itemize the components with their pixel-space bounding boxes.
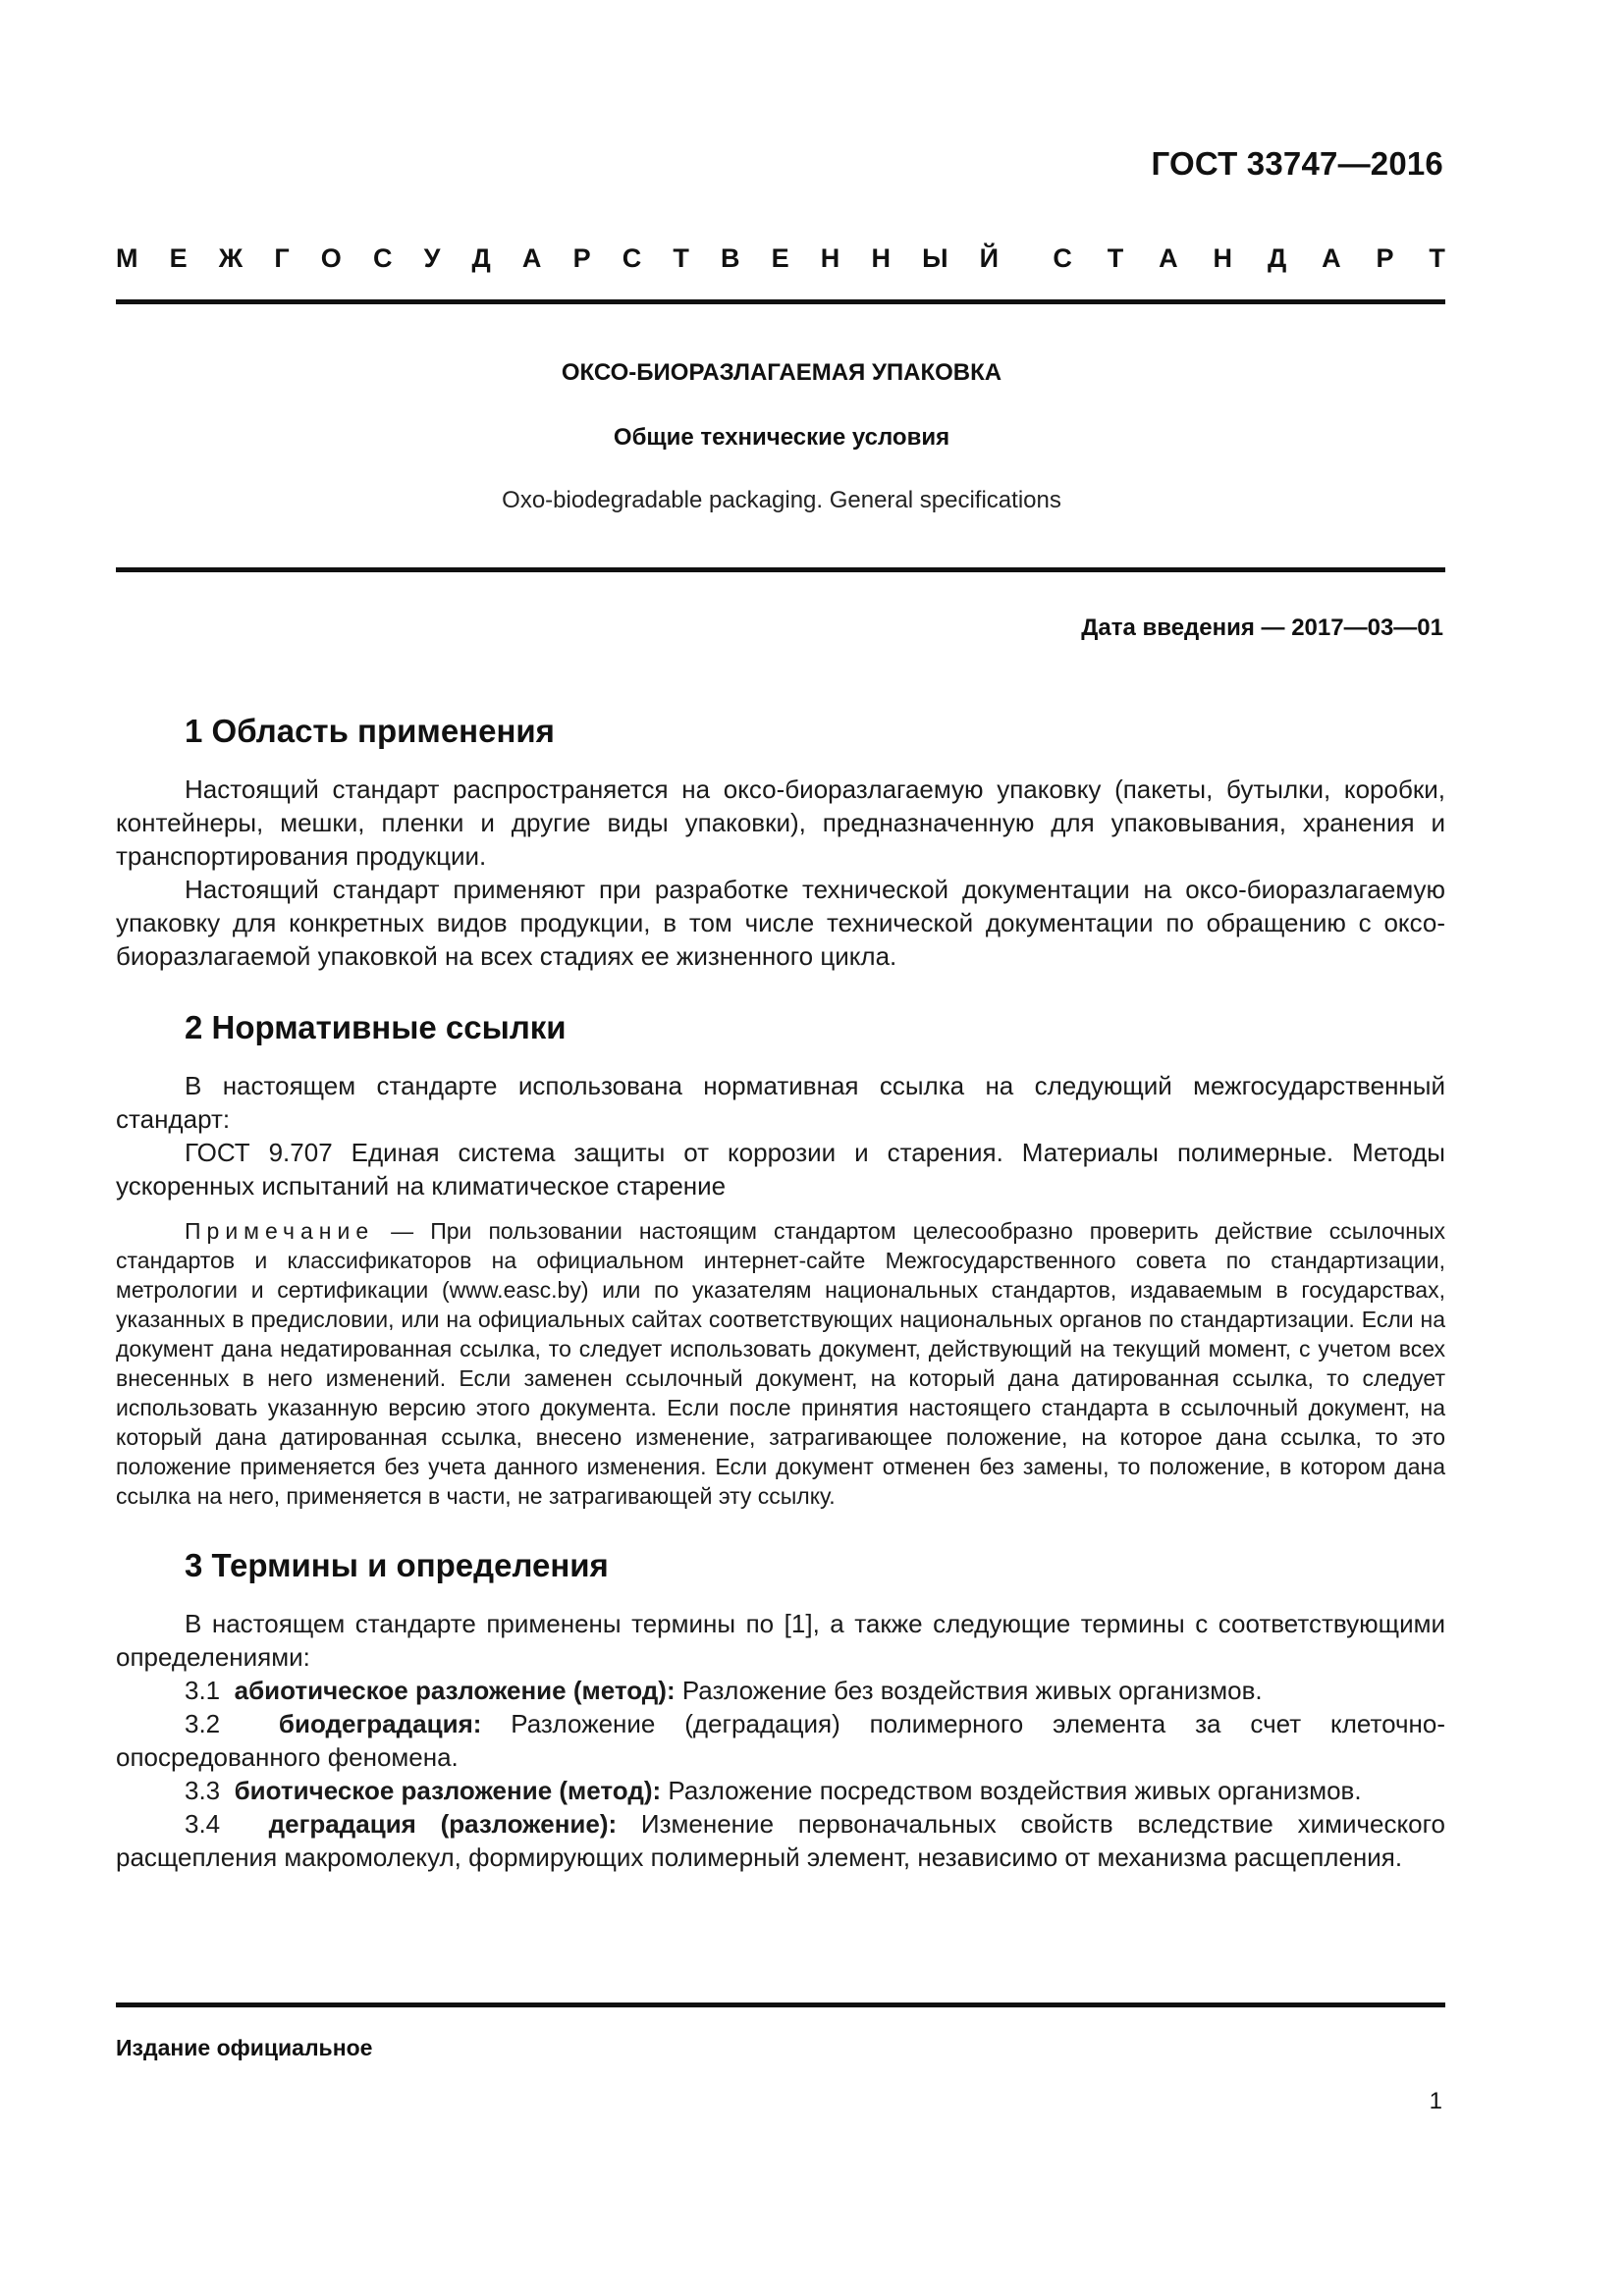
- banner-word-standard: С Т А Н Д А Р Т: [1053, 243, 1445, 273]
- references-paragraph-2: ГОСТ 9.707 Единая система защиты от коррозии и старения. Материалы полимерные. Методы ускоренных испытаний на климатическое старение: [116, 1138, 1445, 1201]
- references-paragraph-1: В настоящем стандарте использована нормативная ссылка на следующий межгосударственный стандарт:: [116, 1071, 1445, 1134]
- term-name: биотическое разложение (метод):: [234, 1776, 662, 1805]
- standard-banner: [116, 243, 1445, 274]
- term-definition: Изменение первоначальных свойств вследствие химического расщепления макромолекул, формирующих полимерный элемент, независимо от механизма расщепления.: [116, 1809, 1446, 1872]
- footer-rule: [116, 2002, 1445, 2007]
- document-body: [116, 712, 1445, 1874]
- english-title: Oxo-biodegradable packaging. General specifications: [502, 487, 1061, 513]
- term-name: абиотическое разложение (метод):: [234, 1676, 676, 1705]
- term-entry: [116, 1807, 1445, 1874]
- term-definition: Разложение без воздействия живых организмов.: [675, 1676, 1263, 1705]
- terms-intro: В настоящем стандарте применены термины по [1], а также следующие термины с соответствующими определениями:: [116, 1609, 1445, 1672]
- term-entry: [116, 1774, 1445, 1807]
- official-edition-label: Издание официальное: [116, 2035, 373, 2060]
- term-name: биодеградация:: [278, 1709, 482, 1738]
- title-rule: [116, 567, 1445, 572]
- term-entry: [116, 1707, 1445, 1774]
- term-number: 3.3: [185, 1776, 221, 1805]
- section-heading-references: 2 Нормативные ссылки: [185, 1009, 567, 1045]
- document-subtitle: Общие технические условия: [613, 424, 950, 451]
- section-heading-scope: 1 Область применения: [185, 713, 555, 749]
- term-entry: [116, 1674, 1445, 1707]
- references-note: [116, 1216, 1445, 1511]
- section-heading-terms: 3 Термины и определения: [185, 1547, 609, 1583]
- term-definition: Разложение посредством воздействия живых организмов.: [661, 1776, 1362, 1805]
- term-definition: Разложение (деградация) полимерного элемента за счет клеточно-опосредованного феномена.: [116, 1709, 1445, 1772]
- note-text: — При пользовании настоящим стандартом целесообразно проверить действие ссылочных стандартов и классификаторов на официальном интернет-сайте Межгосударственного совета по стандартизации, метрологии и сертификации (www.easc.by) или по указателям национальных стандартов, издаваемым в государствах, указанных в предисловии, или на официальных сайтах соответствующих национальных органов по стандартизации. Если на документ дана недатированная ссылка, то следует использовать документ, действующий на текущий момент, с учетом всех внесенных в него изменений. Если заменен ссылочный документ, на который дана датированная ссылка, то следует использовать указанную версию этого документа. Если после принятия настоящего стандарта в ссылочный документ, на который дана датированная ссылка, внесено изменение, затрагивающее положение, на которое дана ссылка, то это положение применяется без учета данного изменения. Если документ отменен без замены, то положение, в котором дана ссылка на него, применяется в части, не затрагивающей эту ссылку.: [116, 1218, 1445, 1509]
- document-number: ГОСТ 33747—2016: [1151, 145, 1443, 182]
- introduction-date: Дата введения — 2017—03—01: [1081, 614, 1443, 641]
- document-title: ОКСО-БИОРАЗЛАГАЕМАЯ УПАКОВКА: [561, 359, 1002, 386]
- scope-paragraph-2: Настоящий стандарт применяют при разработке технической документации на оксо-биоразлагаемую упаковку для конкретных видов продукции, в том числе технической документации по обращению с оксо-биоразлагаемой упаковкой на всех стадиях ее жизненного цикла.: [116, 875, 1445, 971]
- term-number: 3.2: [185, 1709, 221, 1738]
- term-name: деградация (разложение):: [268, 1809, 618, 1839]
- note-label: Примечание: [185, 1218, 375, 1244]
- page-number: 1: [1429, 2088, 1442, 2114]
- term-number: 3.1: [185, 1676, 221, 1705]
- top-rule: [116, 299, 1445, 304]
- term-number: 3.4: [185, 1809, 221, 1839]
- banner-word-interstate: М Е Ж Г О С У Д А Р С Т В Е Н Н Ы Й: [116, 243, 1000, 273]
- scope-paragraph-1: Настоящий стандарт распространяется на оксо-биоразлагаемую упаковку (пакеты, бутылки, коробки, контейнеры, мешки, пленки и другие виды упаковки), предназначенную для упаковывания, хранения и транспортирования продукции.: [116, 774, 1445, 871]
